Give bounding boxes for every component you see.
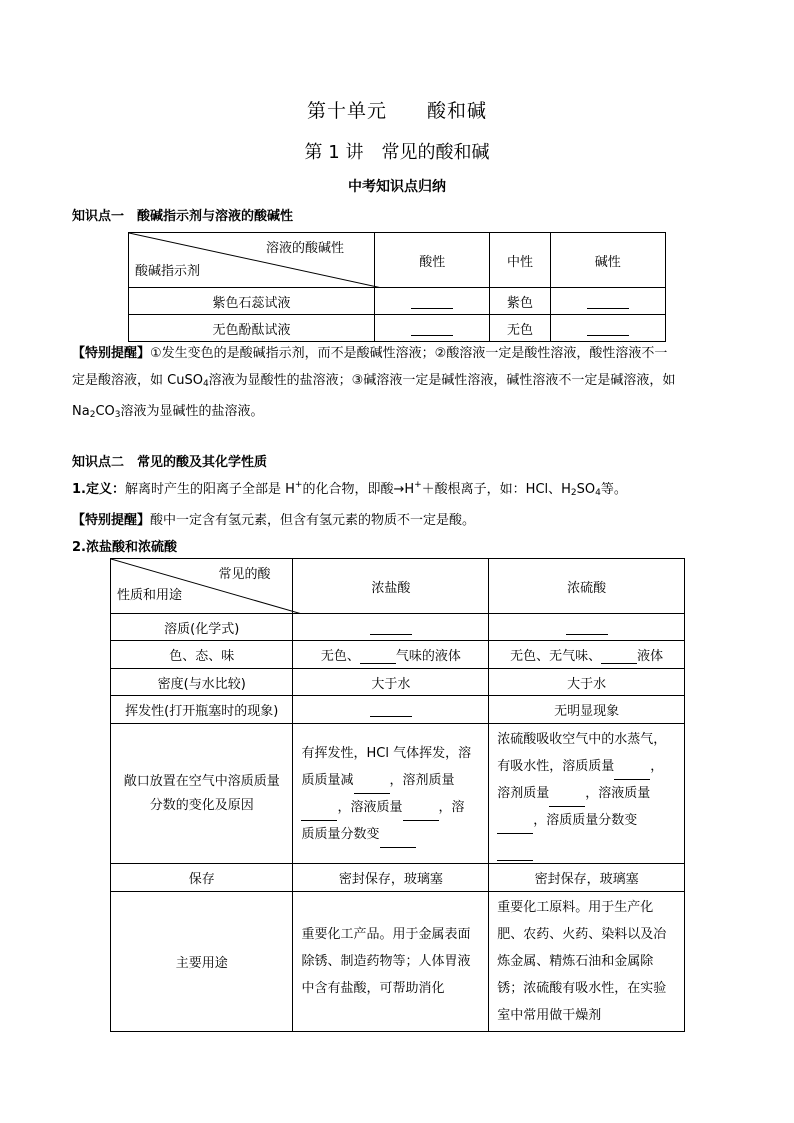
row-label: 挥发性(打开瓶塞时的现象) bbox=[111, 696, 293, 724]
answer-blank bbox=[614, 765, 650, 780]
diag-bottom-label: 性质和用途 bbox=[117, 588, 183, 603]
h2so4-color-cell bbox=[489, 641, 685, 669]
tip-text: Na bbox=[72, 404, 90, 419]
cell-line bbox=[497, 780, 676, 807]
cell-text: 无色、无气味、 bbox=[510, 649, 602, 664]
tip-label: 【特别提醒】 bbox=[72, 513, 151, 528]
answer-blank bbox=[497, 846, 533, 861]
diag-top-label: 溶液的酸碱性 bbox=[266, 241, 345, 256]
col-base: 碱性 bbox=[550, 233, 665, 288]
superscript: + bbox=[414, 480, 422, 490]
blank-cell bbox=[550, 315, 665, 342]
hcl-open-cell bbox=[293, 724, 489, 864]
answer-blank bbox=[403, 806, 439, 821]
h2so4-density: 大于水 bbox=[489, 669, 685, 696]
tip-text: ①发生变色的是酸碱指示剂，而不是酸碱性溶液；②酸溶液一定是酸性溶液，酸性溶液不一 bbox=[150, 346, 668, 361]
indicator-name: 无色酚酞试液 bbox=[129, 315, 375, 342]
definition-text: SO bbox=[576, 482, 596, 497]
definition-text: 等。 bbox=[600, 482, 627, 497]
diag-top-label: 常见的酸 bbox=[218, 567, 271, 582]
hcl-density: 大于水 bbox=[293, 669, 489, 696]
diag-header-cell bbox=[129, 233, 375, 288]
h2so4-store: 密封保存，玻璃塞 bbox=[489, 864, 685, 892]
answer-blank bbox=[411, 294, 453, 309]
cell-line bbox=[497, 834, 676, 861]
hcl-color-cell bbox=[293, 641, 489, 669]
answer-blank bbox=[380, 833, 416, 848]
lecture-title: 第 1 讲 常见的酸和碱 bbox=[304, 142, 490, 163]
cell-text: 溶剂质量 bbox=[497, 786, 550, 801]
unit-title: 第十单元 酸和碱 bbox=[306, 100, 487, 122]
superscript: + bbox=[294, 480, 303, 490]
definition-label: 1.定义： bbox=[72, 482, 125, 497]
cell-line bbox=[497, 753, 676, 780]
definition-line bbox=[72, 472, 732, 507]
answer-blank bbox=[370, 702, 412, 717]
definition-text: ＋酸根离子，如：HCl、H bbox=[421, 482, 571, 497]
tip-text: 溶液为显碱性的盐溶液。 bbox=[120, 404, 264, 419]
blank-cell bbox=[489, 614, 685, 641]
row-label: 溶质(化学式) bbox=[111, 614, 293, 641]
tip-line bbox=[72, 507, 732, 534]
tip-text: 定是酸溶液，如 CuSO bbox=[72, 373, 203, 388]
hcl-store: 密封保存，玻璃塞 bbox=[293, 864, 489, 892]
cell-text: ，溶质质量分数变 bbox=[533, 813, 638, 828]
acids-table bbox=[110, 558, 685, 1032]
cell-line bbox=[301, 821, 480, 848]
answer-blank bbox=[549, 792, 585, 807]
tip-text: 溶液为显酸性的盐溶液；③碱溶液一定是碱性溶液，碱性溶液不一定是碱溶液，如 bbox=[208, 373, 676, 388]
definition-text: 解离时产生的阳离子全部是 H bbox=[124, 482, 295, 497]
indicator-table bbox=[128, 232, 666, 342]
cell-text: 质质量分数变 bbox=[301, 826, 380, 842]
answer-blank bbox=[587, 294, 629, 309]
answer-blank bbox=[601, 649, 637, 664]
kp2-heading: 知识点二 常见的酸及其化学性质 bbox=[72, 455, 268, 470]
blank-cell bbox=[293, 614, 489, 641]
blank-cell bbox=[375, 288, 490, 315]
tip-line bbox=[72, 340, 732, 367]
col-acid: 酸性 bbox=[375, 233, 490, 288]
h2so4-volatility: 无明显现象 bbox=[489, 696, 685, 724]
indicator-name: 紫色石蕊试液 bbox=[129, 288, 375, 315]
subscript: 4 bbox=[595, 488, 601, 498]
cell-text: ，溶剂质量 bbox=[389, 772, 455, 788]
cell-text: ，溶液质量 bbox=[585, 786, 651, 801]
kp1-tip bbox=[72, 340, 732, 429]
definition-text: 的化合物，即酸→H bbox=[302, 482, 415, 497]
tip-line bbox=[72, 367, 732, 398]
sub-heading: 2.浓盐酸和浓硫酸 bbox=[72, 540, 177, 555]
cell-text: ，溶液质量 bbox=[337, 799, 403, 815]
kp2-definition bbox=[72, 472, 732, 561]
h2so4-open-cell bbox=[489, 724, 685, 864]
neutral-color: 无色 bbox=[490, 315, 550, 342]
col-neutral: 中性 bbox=[490, 233, 550, 288]
answer-blank bbox=[411, 321, 453, 336]
cell-line: 浓硫酸吸收空气中的水蒸气， bbox=[497, 732, 667, 747]
subscript: 2 bbox=[89, 410, 96, 420]
answer-blank bbox=[497, 819, 533, 834]
cell-line bbox=[301, 794, 480, 821]
section-title: 中考知识点归纳 bbox=[348, 179, 446, 195]
cell-line: 有挥发性，HCl 气体挥发，溶 bbox=[301, 745, 472, 761]
hcl-use: 重要化工产品。用于金属表面除锈、制造药物等；人体胃液中含有盐酸，可帮助消化 bbox=[293, 892, 489, 1032]
kp1-heading: 知识点一 酸碱指示剂与溶液的酸碱性 bbox=[72, 209, 294, 224]
tip-text: 酸中一定含有氢元素，但含有氢元素的物质不一定是酸。 bbox=[150, 513, 476, 528]
cell-text: 气味的液体 bbox=[395, 649, 461, 664]
row-label: 保存 bbox=[111, 864, 293, 892]
neutral-color: 紫色 bbox=[490, 288, 550, 315]
answer-blank bbox=[354, 779, 390, 794]
col-hcl: 浓盐酸 bbox=[293, 559, 489, 614]
cell-text: 有吸水性，溶质质量 bbox=[497, 759, 615, 774]
answer-blank bbox=[587, 321, 629, 336]
h2so4-use: 重要化工原料。用于生产化肥、农药、火药、染料以及冶炼金属、精炼石油和金属除锈；浓硫酸有吸水性，在实验室中常用做干燥剂 bbox=[489, 892, 685, 1032]
tip-text: CO bbox=[95, 404, 115, 419]
tip-label: 【特别提醒】 bbox=[72, 346, 151, 361]
col-h2so4: 浓硫酸 bbox=[489, 559, 685, 614]
tip-line bbox=[72, 398, 732, 429]
row-label: 密度(与水比较) bbox=[111, 669, 293, 696]
cell-text: 无色、 bbox=[320, 649, 360, 664]
answer-blank bbox=[566, 620, 608, 635]
subscript: 3 bbox=[114, 410, 121, 420]
cell-text: ， bbox=[650, 759, 664, 774]
diag-bottom-label: 酸碱指示剂 bbox=[135, 264, 201, 279]
row-label: 主要用途 bbox=[111, 892, 293, 1032]
cell-text: 液体 bbox=[637, 649, 664, 664]
blank-cell bbox=[375, 315, 490, 342]
diag-header-cell bbox=[111, 559, 293, 614]
cell-line bbox=[301, 767, 480, 794]
answer-blank bbox=[360, 649, 396, 664]
cell-text: 质质量减 bbox=[301, 772, 354, 788]
answer-blank bbox=[370, 620, 412, 635]
subscript: 2 bbox=[570, 488, 577, 498]
cell-text: ，溶 bbox=[438, 799, 465, 815]
subscript: 4 bbox=[202, 379, 209, 389]
row-label: 敞口放置在空气中溶质质量分数的变化及原因 bbox=[111, 724, 293, 864]
row-label: 色、态、味 bbox=[111, 641, 293, 669]
blank-cell bbox=[293, 696, 489, 724]
cell-line bbox=[497, 807, 676, 834]
answer-blank bbox=[301, 806, 337, 821]
blank-cell bbox=[550, 288, 665, 315]
